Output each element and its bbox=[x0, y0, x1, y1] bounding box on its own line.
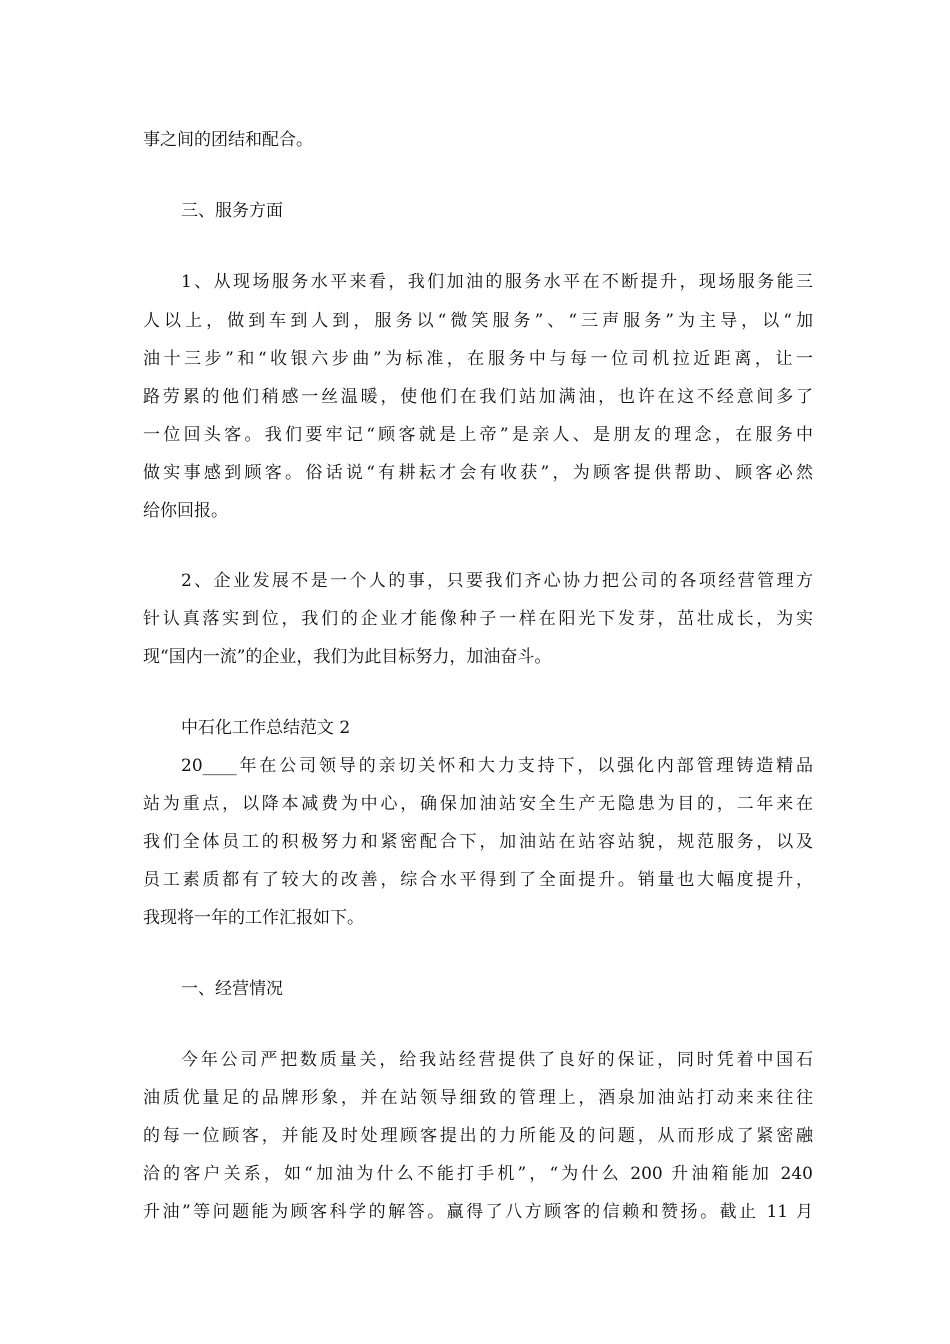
paragraph-line: 路劳累的他们稍感一丝温暖，使他们在我们站加满油，也许在这不经意间多了 bbox=[143, 387, 813, 407]
paragraph-line: 我们全体员工的积极努力和紧密配合下，加油站在站容站貌，规范服务，以及 bbox=[143, 832, 813, 852]
section-title-2: 中石化工作总结范文 2 bbox=[181, 718, 351, 738]
paragraph-line: 事之间的团结和配合。 bbox=[143, 130, 313, 150]
paragraph-line: 油质优量足的品牌形象，并在站领导细致的管理上，酒泉加油站打动来来往往 bbox=[143, 1088, 813, 1108]
paragraph-line: 一位回头客。我们要牢记“顾客就是上帝”是亲人、是朋友的理念，在服务中 bbox=[143, 425, 813, 445]
paragraph-line: 给你回报。 bbox=[143, 501, 228, 521]
paragraph-line: 现“国内一流”的企业，我们为此目标努力，加油奋斗。 bbox=[143, 647, 552, 667]
paragraph-line: 我现将一年的工作汇报如下。 bbox=[143, 908, 364, 928]
paragraph-line: 员工素质都有了较大的改善，综合水平得到了全面提升。销量也大幅度提升， bbox=[143, 870, 813, 890]
paragraph-line: 油十三步”和“收银六步曲”为标准，在服务中与每一位司机拉近距离，让一 bbox=[143, 349, 813, 369]
paragraph-line: 今年公司严把数质量关，给我站经营提供了良好的保证，同时凭着中国石 bbox=[181, 1050, 813, 1070]
paragraph-line: 20____年在公司领导的亲切关怀和大力支持下，以强化内部管理铸造精品 bbox=[181, 756, 813, 776]
section-heading-service: 三、服务方面 bbox=[181, 201, 283, 221]
paragraph-line: 针认真落实到位，我们的企业才能像种子一样在阳光下发芽，茁壮成长，为实 bbox=[143, 609, 813, 629]
paragraph-line: 人以上，做到车到人到，服务以“微笑服务”、“三声服务”为主导，以“加 bbox=[143, 311, 813, 331]
paragraph-line: 升油”等问题能为顾客科学的解答。赢得了八方顾客的信赖和赞扬。截止 11 月 bbox=[143, 1202, 813, 1222]
section-heading-operation: 一、经营情况 bbox=[181, 979, 283, 999]
paragraph-line: 做实事感到顾客。俗话说“有耕耘才会有收获”，为顾客提供帮助、顾客必然 bbox=[143, 463, 813, 483]
paragraph-line: 站为重点，以降本减费为中心，确保加油站安全生产无隐患为目的，二年来在 bbox=[143, 794, 813, 814]
paragraph-line: 洽的客户关系，如“加油为什么不能打手机”，“为什么 200 升油箱能加 240 bbox=[143, 1164, 813, 1184]
paragraph-line: 2、企业发展不是一个人的事，只要我们齐心协力把公司的各项经营管理方 bbox=[181, 571, 813, 591]
paragraph-line: 1、从现场服务水平来看，我们加油的服务水平在不断提升，现场服务能三 bbox=[181, 272, 813, 292]
paragraph-line: 的每一位顾客，并能及时处理顾客提出的力所能及的问题，从而形成了紧密融 bbox=[143, 1126, 813, 1146]
